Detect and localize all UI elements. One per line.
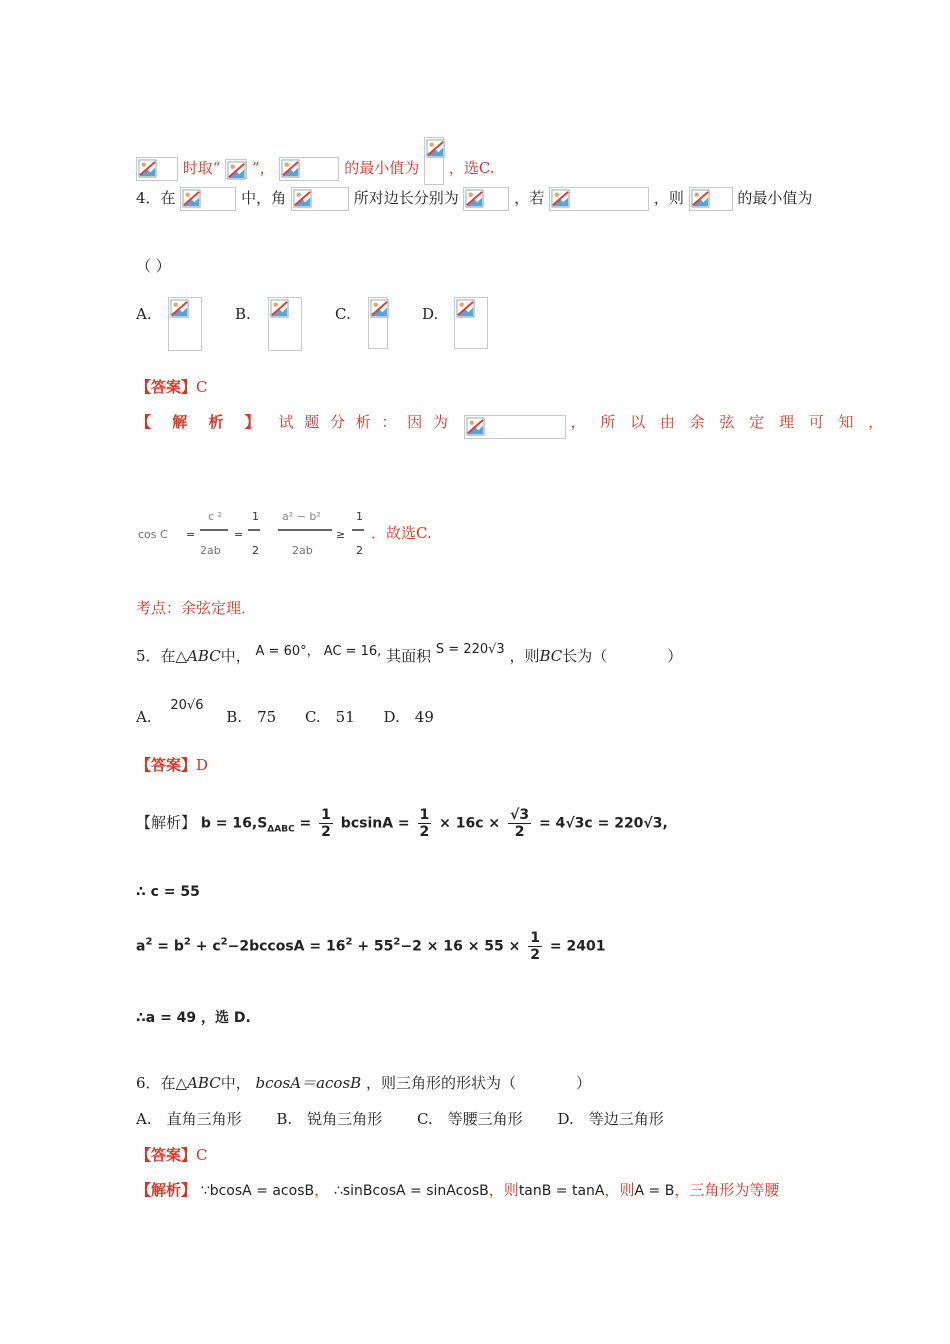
q5-solution-2: ∴ c = 55	[136, 884, 200, 900]
question-5	[136, 642, 683, 666]
formula-image	[136, 157, 178, 181]
eq-text: A = B	[634, 1183, 675, 1199]
answer-value: C	[196, 1146, 208, 1164]
formula-image	[368, 297, 388, 349]
answer-label: 【答案】	[136, 1146, 197, 1164]
exp: 2	[220, 936, 228, 948]
formula-image	[689, 187, 733, 211]
option-d: D. 49	[383, 708, 434, 726]
option-a-label: A.	[136, 305, 152, 323]
q5-solution-3	[136, 930, 605, 963]
eq-text: ∵bcosA = acosB	[200, 1183, 315, 1199]
equation-tail: ．故选C.	[371, 524, 432, 542]
condition: A = 60°， AC = 16,	[255, 644, 382, 659]
broken-image-icon	[293, 189, 312, 208]
formula-image	[464, 415, 566, 439]
analysis-label: 【解析】	[136, 813, 197, 832]
svg-text:1: 1	[356, 510, 363, 523]
option-c: C. 等腰三角形	[416, 1110, 523, 1128]
option-b: B. 锐角三角形	[276, 1110, 383, 1128]
broken-image-icon	[466, 417, 485, 436]
line-1	[136, 137, 495, 185]
formula-image	[424, 137, 444, 185]
exp: 2	[345, 936, 353, 948]
svg-text:2ab: 2ab	[200, 544, 221, 557]
svg-text:1: 1	[252, 510, 259, 523]
formula-image	[463, 187, 509, 211]
formula-image	[279, 157, 339, 181]
text: 中，	[220, 647, 251, 665]
q4-analysis	[136, 411, 888, 439]
formula-image	[268, 297, 302, 351]
eq-text: ∴sinBcosA = sinAcosB	[333, 1183, 489, 1199]
broken-image-icon	[138, 159, 157, 178]
text: 的最小值为	[344, 159, 420, 177]
q4-paren: （ ）	[136, 257, 171, 275]
answer-value: C	[196, 378, 208, 396]
q5-answer	[136, 754, 208, 775]
eq-text: × 16c ×	[439, 815, 506, 832]
text: 4．在	[136, 189, 176, 207]
eq-text: −2 × 16 × 55 ×	[400, 938, 526, 955]
text: ，则	[488, 1181, 519, 1199]
eq-text: = 2401	[549, 938, 606, 955]
text: ，则	[653, 189, 684, 207]
text: 所对边长分别为	[353, 189, 459, 207]
broken-image-icon	[456, 299, 475, 318]
exp: 2	[183, 936, 191, 948]
broken-image-icon	[227, 161, 246, 180]
triangle-name: ABC	[187, 647, 221, 665]
text: ”，	[252, 159, 275, 177]
svg-text:2: 2	[252, 544, 259, 557]
broken-image-icon	[170, 299, 189, 318]
eq-text: a	[136, 938, 146, 955]
eq-subscript: ΔABC	[267, 824, 295, 835]
triangle-name: ABC	[187, 1074, 221, 1092]
fraction: $\frac{√3}{2}$	[510, 807, 530, 840]
svg-text:a² − b²: a² − b²	[282, 510, 321, 523]
svg-text:=: =	[186, 528, 196, 541]
question-4	[136, 187, 812, 211]
analysis-label: 【 解 析 】	[136, 413, 268, 431]
text: 5．在△	[136, 647, 188, 665]
analysis-text: 试 题 分 析 ： 因 为	[278, 413, 452, 431]
blurred-formula-image	[136, 508, 371, 560]
q6-options	[136, 1108, 664, 1129]
text: 中，	[220, 1074, 251, 1092]
formula-image	[225, 159, 247, 179]
broken-image-icon	[465, 189, 484, 208]
side-name: BC	[539, 647, 563, 665]
q5-solution-4: ∴a = 49 ，选 D.	[136, 1010, 251, 1026]
broken-image-icon	[270, 299, 289, 318]
svg-text:≥: ≥	[336, 528, 346, 541]
fraction: $\frac{1}{2}$	[321, 807, 331, 840]
question-6	[136, 1072, 591, 1093]
text: ，则三角形的形状为（ ）	[365, 1074, 591, 1092]
eq-text: + c	[190, 938, 221, 955]
text: 的最小值为	[737, 189, 813, 207]
fraction: $\frac{1}{2}$	[419, 807, 430, 840]
formula-image	[454, 297, 488, 349]
formula-image	[180, 187, 236, 211]
q4-kaodian: 考点：余弦定理．	[136, 599, 257, 617]
broken-image-icon	[691, 189, 710, 208]
svg-text:cos C: cos C	[138, 528, 168, 541]
text: 6．在△	[136, 1074, 188, 1092]
cosine-formula	[136, 508, 432, 560]
condition: bcosA＝acosB	[255, 1074, 362, 1092]
eq-text: = 4√3c = 220√3,	[539, 815, 668, 832]
eq-text: tanB = tanA	[518, 1183, 605, 1199]
option-d: D. 等边三角形	[557, 1110, 664, 1128]
text: ，若	[514, 189, 545, 207]
broken-image-icon	[426, 139, 445, 158]
answer-label: 【答案】	[136, 378, 197, 396]
q5-options	[136, 698, 434, 727]
eq-text: =	[294, 815, 317, 832]
option-b-label: B.	[235, 305, 251, 323]
broken-image-icon	[551, 189, 570, 208]
formula-image	[291, 187, 349, 211]
option-d-label: D.	[422, 305, 439, 323]
text: 长为（ ）	[562, 647, 683, 665]
eq-text: −2bccosA = 16	[227, 938, 346, 955]
answer-value: D	[196, 756, 209, 774]
q5-solution-1	[136, 807, 668, 840]
eq-text: = b	[152, 938, 184, 955]
option-c: C. 51	[304, 708, 355, 726]
svg-text:=: =	[234, 528, 244, 541]
svg-text:2: 2	[356, 544, 363, 557]
broken-image-icon	[182, 189, 201, 208]
answer-label: 【答案】	[136, 756, 197, 774]
broken-image-icon	[370, 299, 389, 318]
text: 其面积	[386, 647, 432, 665]
text: ，则	[604, 1181, 635, 1199]
svg-text:c ²: c ²	[208, 510, 222, 523]
text: ，三角形为等腰	[674, 1181, 780, 1199]
eq-text: + 55	[352, 938, 394, 955]
option-c-label: C.	[335, 305, 351, 323]
text: 中，角	[241, 189, 287, 207]
eq-text: bcsinA =	[340, 815, 415, 832]
eq-text: b = 16,S	[200, 815, 268, 832]
q4-answer	[136, 376, 208, 397]
formula-image	[549, 187, 649, 211]
fraction: $\frac{1}{2}$	[530, 930, 541, 963]
option-a-value: 20√6	[170, 698, 204, 713]
option-a: A. 直角三角形	[136, 1110, 242, 1128]
text: ，选C.	[448, 159, 495, 177]
q6-answer	[136, 1144, 208, 1165]
text: ，则	[509, 647, 540, 665]
text: 时取“	[182, 159, 221, 177]
text: ，	[314, 1181, 330, 1199]
area-value: S = 220√3	[435, 642, 505, 657]
q6-analysis	[136, 1179, 779, 1200]
exp: 2	[145, 936, 153, 948]
svg-text:2ab: 2ab	[292, 544, 313, 557]
option-b: B. 75	[226, 708, 277, 726]
option-a: A.	[136, 708, 152, 726]
formula-image	[168, 297, 202, 351]
exp: 2	[393, 936, 401, 948]
analysis-label: 【解析】	[136, 1181, 197, 1199]
broken-image-icon	[281, 159, 300, 178]
analysis-tail: ， 所 以 由 余 弦 定 理 可 知 ，	[570, 413, 889, 431]
